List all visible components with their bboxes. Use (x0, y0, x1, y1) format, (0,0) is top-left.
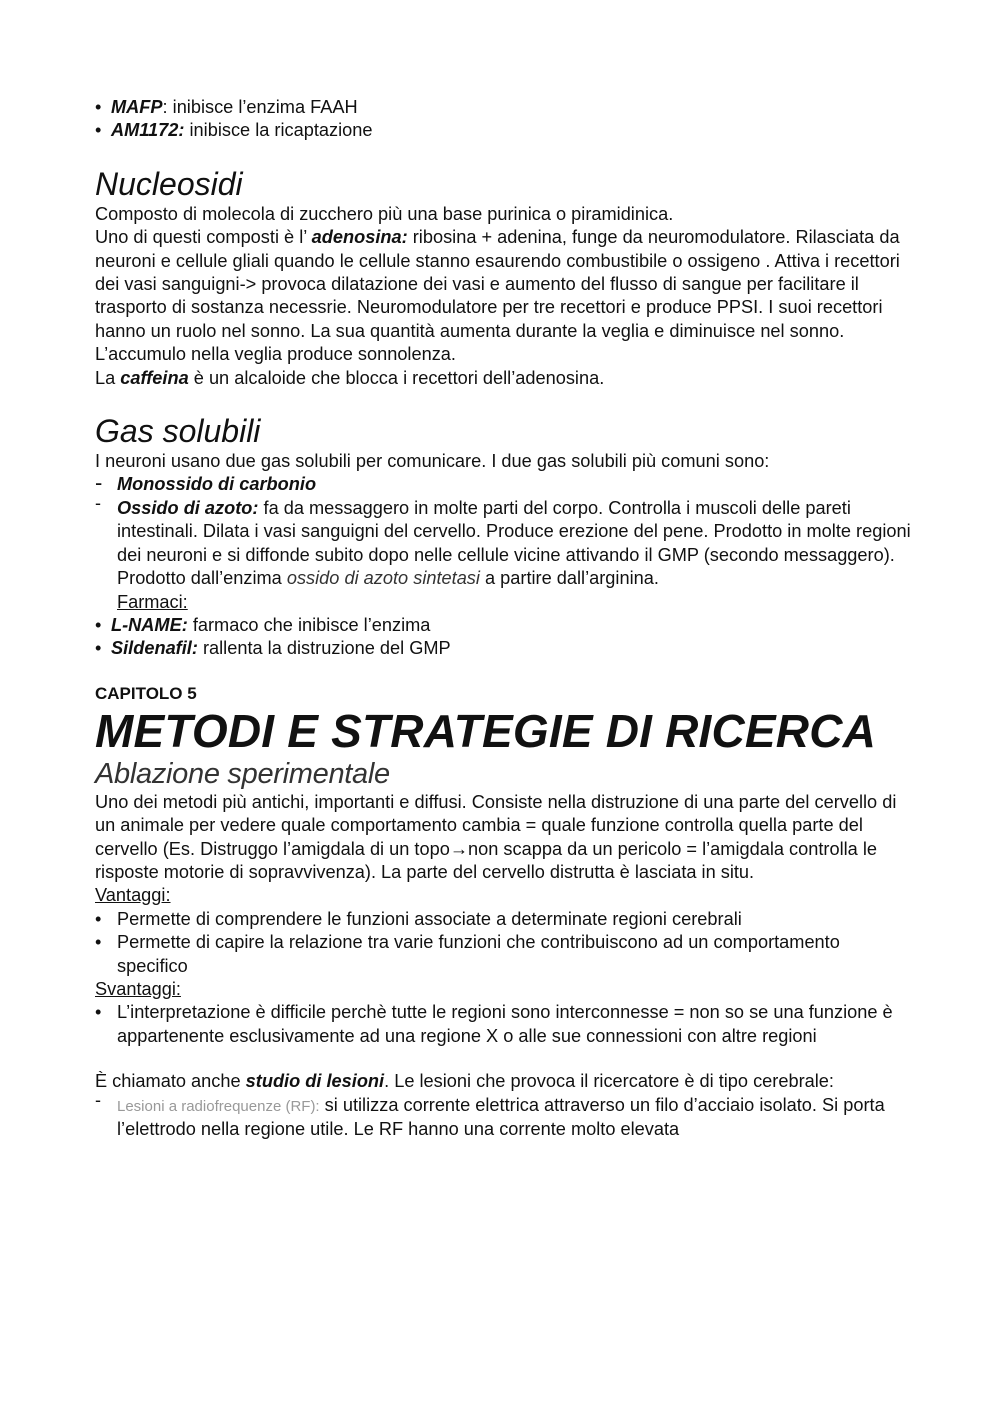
paragraph: È chiamato anche studio di lesioni. Le lesioni che provoca il ricercatore è di tipo cerebrale: (95, 1071, 834, 1092)
chapter-title: METODI E STRATEGIE DI RICERCA (95, 704, 877, 757)
list-item: - Ossido di azoto: fa da messaggero in molte parti del corpo. Controlla i muscoli delle pareti intestinali. Dilata i vasi sanguigni del cervello. Produce erezione del pene. Prodotto in molte regioni dei neuroni e si diffonde subito dopo nelle cellule vicine attivando il GMP (secondo messaggero). Prodotto dall’enzima ossido di azoto sintetasi a partire dall’arginina. (95, 492, 911, 589)
paragraph: I neuroni usano due gas solubili per comunicare. I due gas solubili più comuni sono: (95, 451, 770, 472)
section-heading-nucleosidi: Nucleosidi (95, 165, 243, 202)
paragraph: Uno dei metodi più antichi, importanti e diffusi. Consiste nella distruzione di una parte del cervello di un animale per vedere quale comportamento cambia = quale funzione controlla quella parte del cervello (Es. Distruggo l’amigdala di un topo→non scappa da un pericolo = l’amigdala controlla le risposte motorie di sopravvivenza). La parte del cervello distrutta è lasciata in situ. (95, 791, 897, 882)
paragraph: Composto di molecola di zucchero più una base purinica o piramidinica. (95, 203, 674, 224)
list-item: • L’interpretazione è difficile perchè tutte le regioni sono interconnesse = non so se una funzione è appartenente esclusivamente ad una regione X o alle sue connessioni con altre regioni (95, 1002, 893, 1046)
section-heading-gas: Gas solubili (95, 413, 261, 450)
subheading-ablazione: Ablazione sperimentale (95, 757, 390, 790)
list-item: • Sildenafil: rallenta la distruzione del GMP (95, 638, 451, 659)
list-item: • L-NAME: farmaco che inibisce l’enzima (95, 614, 431, 635)
list-item: • Permette di comprendere le funzioni associate a determinate regioni cerebrali (95, 908, 742, 929)
document-page (95, 96, 915, 1141)
list-item: • MAFP: inibisce l’enzima FAAH (95, 97, 358, 117)
paragraph: La caffeina è un alcaloide che blocca i recettori dell’adenosina. (95, 367, 605, 388)
list-item: • Permette di capire la relazione tra varie funzioni che contribuiscono ad un comportamento specifico (95, 932, 840, 976)
paragraph: Uno di questi composti è l’ adenosina: ribosina + adenina, funge da neuromodulatore. Rilasciata da neuroni e cellule gliali quando le cellule stanno esaurendo combustibile o ossigeno . Attiva i recettori dei vasi sanguigni-> provoca dilatazione dei vasi e aumento del flusso di sangue per facilitare il trasporto di sostanza necessrie. Neuromodulatore per tre recettori e produce PPSI. I suoi recettori hanno un ruolo nel sonno. La sua quantità aumenta durante la veglia e diminuisce nel sonno. L’accumulo nella veglia produce sonnolenza. (95, 227, 900, 365)
list-item: • AM1172: inibisce la ricaptazione (95, 120, 373, 141)
list-item: - Lesioni a radiofrequenze (RF): si utilizza corrente elettrica attraverso un filo d’acciaio isolato. Si porta l’elettrodo nella regione utile. Le RF hanno una corrente molto elevata (95, 1089, 885, 1139)
farmaci-label: Farmaci: (117, 591, 188, 612)
list-item: - Monossido di carbonio (95, 470, 317, 496)
svantaggi-label: Svantaggi: (95, 978, 181, 999)
chapter-label: CAPITOLO 5 (95, 683, 197, 703)
vantaggi-label: Vantaggi: (95, 885, 171, 906)
